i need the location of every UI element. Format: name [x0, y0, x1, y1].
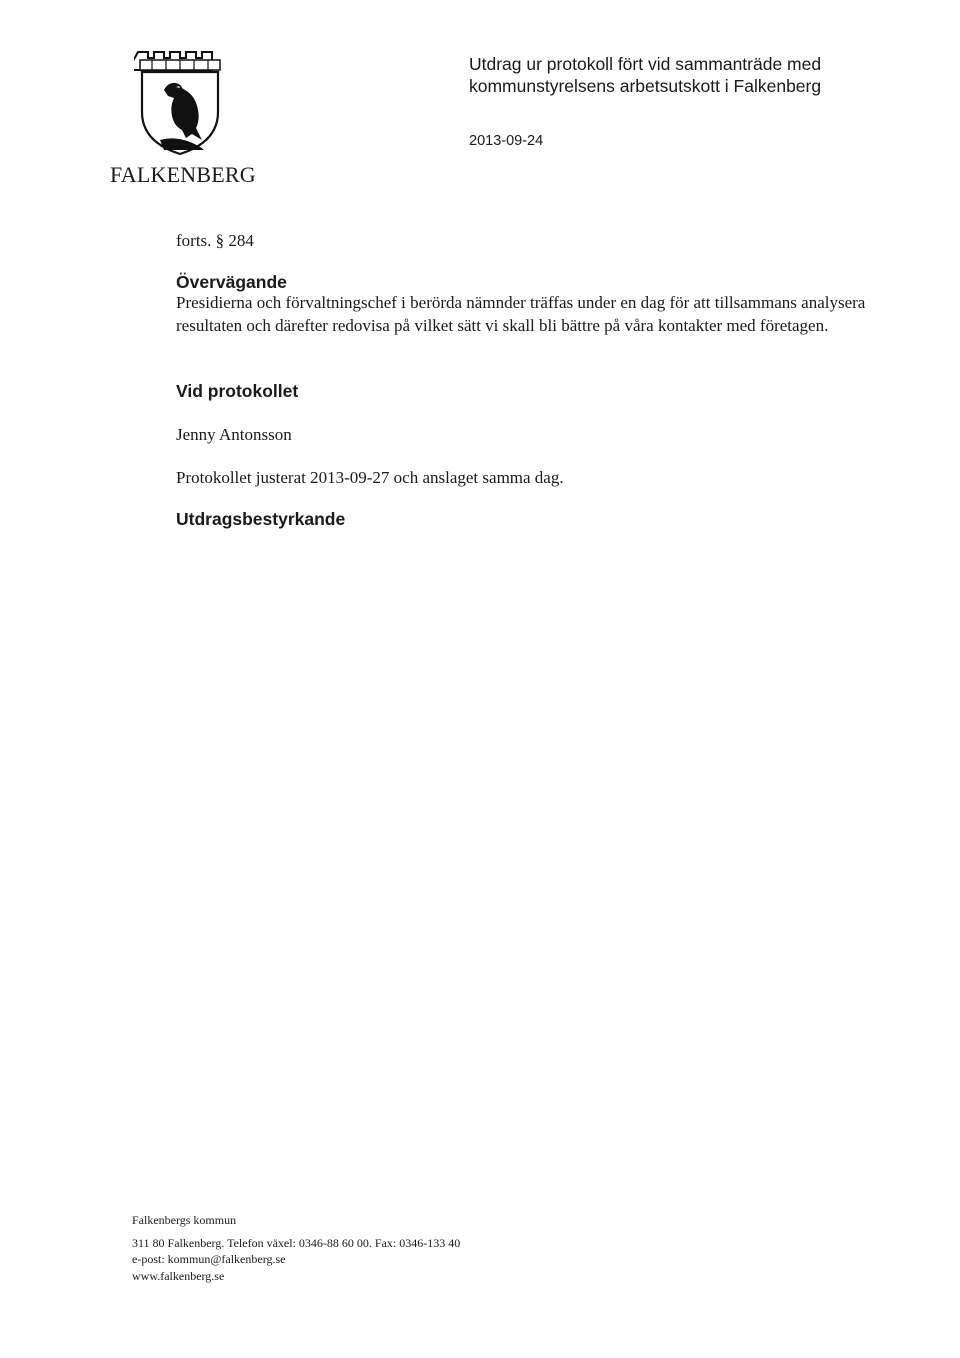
- footer-organization: Falkenbergs kommun: [132, 1213, 237, 1227]
- signatory-name: Jenny Antonsson: [176, 425, 292, 444]
- document-title-line-2: kommunstyrelsens arbetsutskott i Falkenberg: [469, 76, 822, 96]
- heading-consideration: Övervägande: [176, 272, 287, 292]
- adjusted-note: Protokollet justerat 2013-09-27 och anslaget samma dag.: [176, 468, 564, 487]
- page-footer: [132, 1212, 460, 1284]
- meeting-date: 2013-09-24: [469, 133, 544, 149]
- heading-minutes: Vid protokollet: [176, 381, 299, 401]
- coat-of-arms-falcon-logo: [134, 50, 226, 158]
- document-title-line-1: Utdrag ur protokoll fört vid sammanträde med: [469, 54, 822, 74]
- section-continued-label: forts. § 284: [176, 231, 254, 250]
- footer-email: e-post: kommun@falkenberg.se: [132, 1252, 286, 1266]
- footer-address: 311 80 Falkenberg. Telefon växel: 0346-88 60 00. Fax: 0346-133 40: [132, 1235, 461, 1250]
- document-title: [469, 53, 909, 97]
- heading-certification: Utdragsbestyrkande: [176, 509, 346, 529]
- consideration-paragraph: Presidierna och förvaltningschef i berörda nämnder träffas under en dag för att tillsammans analysera resultaten och därefter redovisa på vilket sätt vi skall bli bättre på våra kontakter med företagen.: [176, 293, 866, 335]
- footer-website: www.falkenberg.se: [132, 1268, 225, 1283]
- organization-name: FALKENBERG: [110, 162, 256, 187]
